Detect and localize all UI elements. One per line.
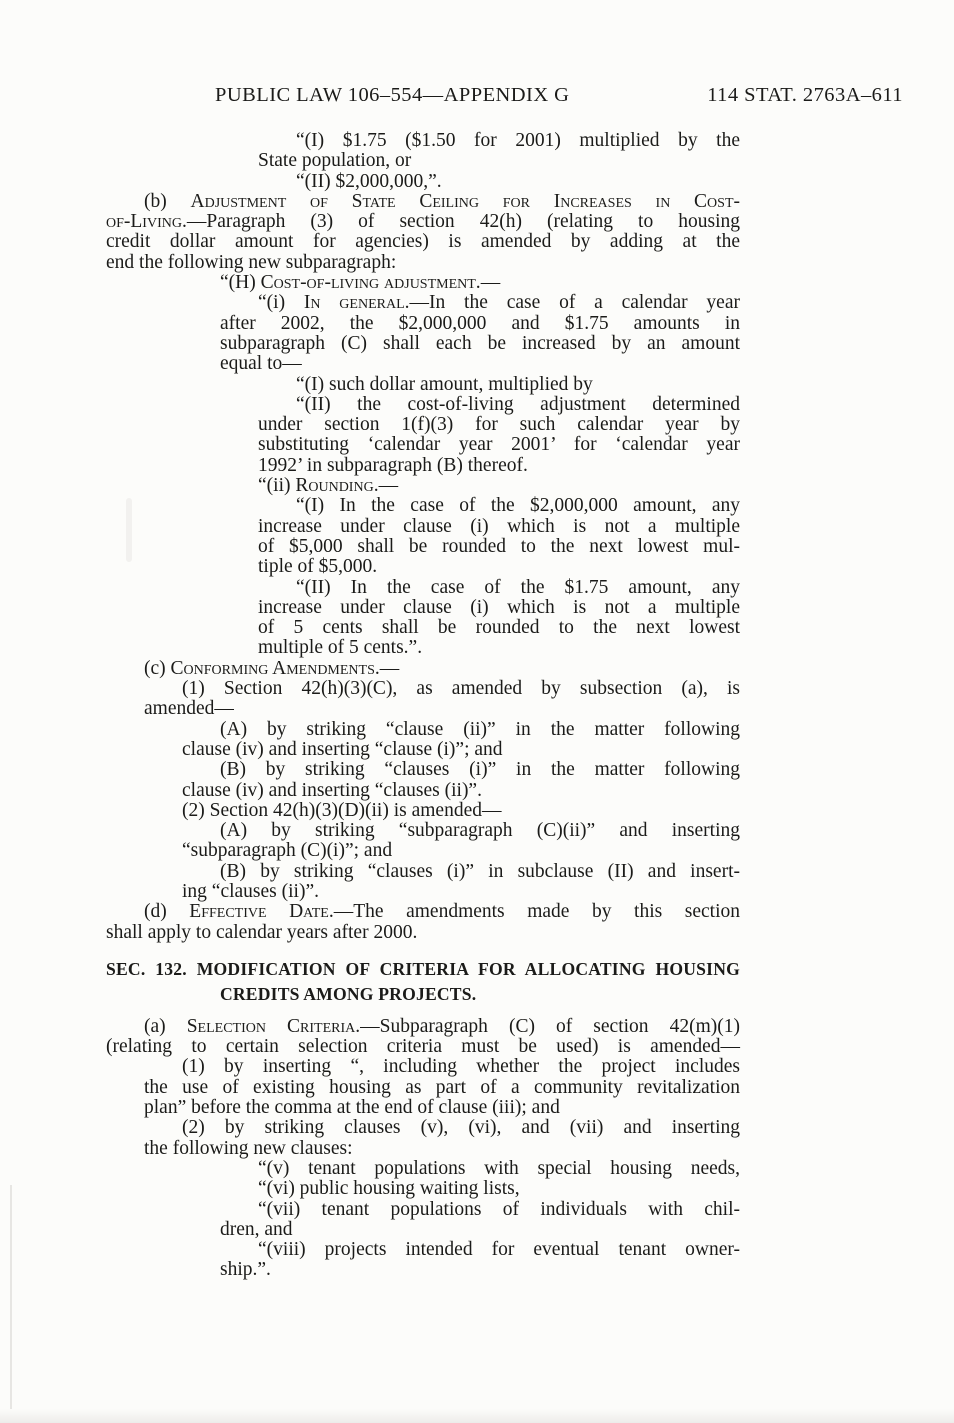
text-segment: “(II) In the case of the $1.75 amount, any <box>296 576 740 598</box>
text-line <box>182 1057 740 1077</box>
text-segment: “(viii) projects intended for eventual tenant owner- <box>258 1239 740 1261</box>
text-line <box>220 862 740 882</box>
text-line <box>182 841 740 861</box>
text-segment: end the following new subparagraph: <box>106 251 397 273</box>
text-line <box>144 1139 740 1159</box>
text-segment: —In the case of a calendar year <box>409 292 740 314</box>
text-segment: credit dollar amount for agencies) is amended by adding at the <box>106 231 740 253</box>
text-line <box>296 375 740 395</box>
small-caps-text: Rounding. <box>295 475 379 497</box>
paragraph-block <box>106 902 740 943</box>
text-line <box>258 1200 740 1220</box>
text-line <box>106 957 740 982</box>
paragraph-block <box>106 1017 740 1159</box>
text-line <box>182 679 740 699</box>
small-caps-text: Cost-of-living adjustment. <box>260 272 481 294</box>
text-segment: “(v) tenant populations with special housing needs, <box>258 1157 740 1179</box>
text-segment: the use of existing housing as part of a community revitalization <box>144 1076 740 1098</box>
text-line <box>258 1179 740 1199</box>
text-line <box>220 982 740 1007</box>
text-line <box>258 517 740 537</box>
text-segment: “(I) $1.75 ($1.50 for 2001) multiplied by the <box>296 130 740 151</box>
text-segment: (d) <box>144 901 190 923</box>
text-line <box>258 456 740 476</box>
text-line <box>144 1098 740 1118</box>
text-segment: under section 1(f)(3) for such calendar year by <box>258 414 740 436</box>
text-segment: “(I) such dollar amount, multiplied by <box>296 373 593 395</box>
text-line <box>258 598 740 618</box>
text-line <box>182 1118 740 1138</box>
text-segment: (2) Section 42(h)(3)(D)(ii) is amended— <box>182 799 502 821</box>
text-segment: “(II) $2,000,000,”. <box>296 170 442 192</box>
text-segment: of 5 cents shall be rounded to the next lowest <box>258 617 740 639</box>
text-segment: plan” before the comma at the end of clause (iii); and <box>144 1097 560 1119</box>
text-segment: (a) <box>144 1015 187 1037</box>
small-caps-text: In general. <box>303 292 410 314</box>
text-segment: substituting ‘calendar year 2001’ for ‘calendar year <box>258 434 740 456</box>
paragraph-block <box>106 273 740 659</box>
text-segment: — <box>379 657 400 679</box>
text-line <box>258 476 740 496</box>
small-caps-text: Selection Criteria. <box>186 1015 361 1037</box>
text-line <box>144 192 740 212</box>
text-segment: increase under clause (i) which is not a multiple <box>258 515 740 537</box>
text-line <box>220 273 740 293</box>
text-line <box>220 334 740 354</box>
text-segment: SEC. 132. MODIFICATION OF CRITERIA FOR ALLOCATING HOUSING <box>106 958 740 979</box>
text-line <box>144 1017 740 1037</box>
text-line <box>220 1220 740 1240</box>
text-line <box>296 578 740 598</box>
small-caps-text: Effective Date. <box>189 901 334 923</box>
stat-page-number: 114 STAT. 2763A–611 <box>707 84 903 106</box>
text-segment: clause (iv) and inserting “clause (i)”; and <box>182 738 503 760</box>
text-line <box>144 902 740 922</box>
text-line <box>182 882 740 902</box>
running-head-title: PUBLIC LAW 106–554—APPENDIX G <box>215 84 570 106</box>
text-segment: (A) by striking “subparagraph (C)(ii)” and inserting <box>220 820 740 842</box>
text-segment: (b) <box>144 190 191 212</box>
text-segment: after 2002, the $2,000,000 and $1.75 amounts in <box>220 312 740 334</box>
text-line <box>106 923 740 943</box>
text-segment: increase under clause (i) which is not a multiple <box>258 596 740 618</box>
text-segment: “(i) <box>258 292 304 314</box>
text-segment: (2) by striking clauses (v), (vi), and (vii) and inserting <box>182 1117 740 1139</box>
text-line <box>258 638 740 658</box>
paragraph-block <box>106 1159 740 1281</box>
text-segment: State population, or <box>258 150 412 172</box>
small-caps-text: of-Living. <box>106 211 187 233</box>
text-line <box>220 821 740 841</box>
text-segment: tiple of $5,000. <box>258 556 378 578</box>
text-line <box>220 1260 740 1280</box>
paragraph-block <box>106 131 740 192</box>
text-line <box>182 801 740 821</box>
text-line <box>296 131 740 151</box>
text-segment: “(vii) tenant populations of individuals with chil- <box>258 1198 740 1220</box>
text-segment: (1) by inserting “, including whether the project includes <box>182 1056 740 1078</box>
text-segment: —Paragraph (3) of section 42(h) (relating to housing <box>186 211 740 233</box>
text-line <box>144 1078 740 1098</box>
text-segment: — <box>378 475 399 497</box>
statute-body <box>106 131 740 1281</box>
scan-artifact <box>10 1185 12 1423</box>
text-line <box>258 151 740 171</box>
text-segment: “subparagraph (C)(i)”; and <box>182 840 393 862</box>
text-segment: shall apply to calendar years after 2000. <box>106 921 418 943</box>
text-segment: (c) <box>144 657 171 679</box>
text-segment: (1) Section 42(h)(3)(C), as amended by subsection (a), is <box>182 678 740 700</box>
text-line <box>220 354 740 374</box>
text-segment: (B) by striking “clauses (i)” in the matter following <box>220 759 740 781</box>
text-line <box>106 212 740 232</box>
text-segment: amended— <box>144 698 234 720</box>
text-line <box>106 253 740 273</box>
text-segment: multiple of 5 cents.”. <box>258 637 423 659</box>
text-line <box>258 435 740 455</box>
text-line <box>182 781 740 801</box>
scan-artifact <box>126 498 132 562</box>
text-segment: “(ii) <box>258 475 296 497</box>
text-segment: (A) by striking “clause (ii)” in the matter following <box>220 718 740 740</box>
text-segment: 1992’ in subparagraph (B) thereof. <box>258 454 528 476</box>
text-line <box>144 699 740 719</box>
text-segment: subparagraph (C) shall each be increased by an amount <box>220 332 740 354</box>
text-segment: CREDITS AMONG PROJECTS. <box>220 983 477 1004</box>
paragraph-block <box>106 192 740 273</box>
text-line <box>182 740 740 760</box>
text-line <box>258 1240 740 1260</box>
text-segment: “(II) the cost-of-living adjustment determined <box>296 393 740 415</box>
text-segment: clause (iv) and inserting “clauses (ii)”. <box>182 779 482 801</box>
text-segment: — <box>480 272 501 294</box>
text-line <box>258 293 740 313</box>
text-segment: dren, and <box>220 1218 293 1240</box>
text-segment: of $5,000 shall be rounded to the next lowest mul- <box>258 535 740 557</box>
text-line <box>258 537 740 557</box>
text-line <box>258 1159 740 1179</box>
text-segment: ing “clauses (ii)”. <box>182 880 319 902</box>
text-line <box>296 395 740 415</box>
paragraph-block <box>106 659 740 903</box>
page-header <box>215 84 903 107</box>
text-segment: equal to— <box>220 353 302 375</box>
text-segment: “(H) <box>220 272 261 294</box>
text-line <box>106 232 740 252</box>
text-line <box>220 314 740 334</box>
text-line <box>144 659 740 679</box>
small-caps-text: Adjustment of State Ceiling for Increases in Cost- <box>190 190 740 212</box>
section-heading <box>106 957 740 1007</box>
text-segment: —Subparagraph (C) of section 42(m)(1) <box>360 1015 740 1037</box>
scan-artifact <box>0 1409 954 1423</box>
text-line <box>296 496 740 516</box>
text-line <box>258 618 740 638</box>
text-line <box>220 720 740 740</box>
text-line <box>220 760 740 780</box>
text-line <box>258 557 740 577</box>
text-line <box>106 1037 740 1057</box>
text-segment: ship.”. <box>220 1259 271 1281</box>
text-line <box>296 172 740 192</box>
text-line <box>258 415 740 435</box>
small-caps-text: Conforming Amendments. <box>170 657 380 679</box>
text-segment: “(I) In the case of the $2,000,000 amount, any <box>296 495 740 517</box>
text-segment: (relating to certain selection criteria must be used) is amended— <box>106 1036 740 1058</box>
text-segment: (B) by striking “clauses (i)” in subclause (II) and insert- <box>220 860 740 882</box>
text-segment: the following new clauses: <box>144 1137 353 1159</box>
text-segment: —The amendments made by this section <box>333 901 740 923</box>
text-segment: “(vi) public housing waiting lists, <box>258 1178 520 1200</box>
